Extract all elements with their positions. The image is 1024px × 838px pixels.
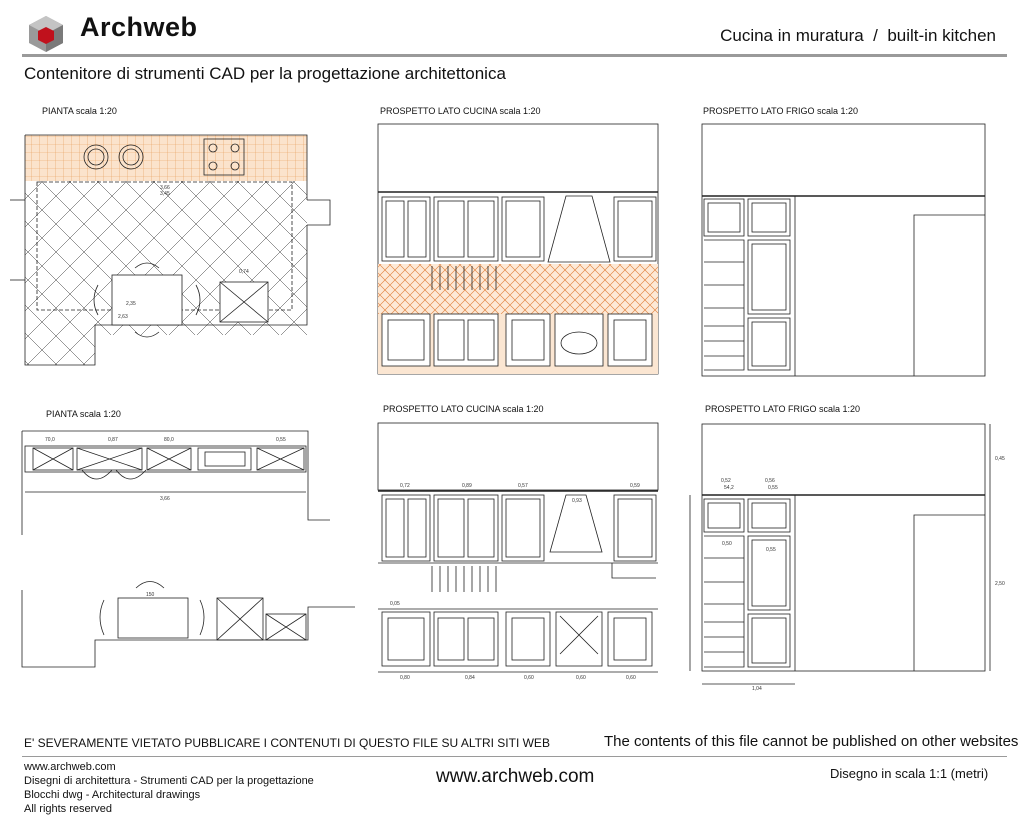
svg-text:3,45: 3,45	[160, 191, 170, 197]
footer-description: Disegni di architettura - Strumenti CAD per la progettazione	[24, 775, 314, 787]
svg-text:0,56: 0,56	[765, 478, 775, 484]
footer-site-link[interactable]: www.archweb.com	[24, 761, 116, 773]
footer-scale-note: Disegno in scala 1:1 (metri)	[830, 766, 989, 781]
label-kitchen-elevation-top: PROSPETTO LATO CUCINA scala 1:20	[380, 106, 541, 116]
footer-blocks: Blocchi dwg - Architectural drawings	[24, 789, 201, 801]
fridge-elevation-bottom	[690, 424, 990, 684]
svg-text:0,57: 0,57	[518, 483, 528, 489]
svg-text:0,84: 0,84	[465, 675, 475, 681]
svg-text:2,50: 2,50	[995, 581, 1005, 587]
label-kitchen-elevation-bottom: PROSPETTO LATO CUCINA scala 1:20	[383, 404, 544, 414]
svg-text:0,89: 0,89	[462, 483, 472, 489]
svg-text:70,0: 70,0	[45, 437, 55, 443]
svg-text:0,45: 0,45	[995, 456, 1005, 462]
svg-text:0,60: 0,60	[524, 675, 534, 681]
svg-text:0,80: 0,80	[400, 675, 410, 681]
footer-rights: All rights reserved	[24, 803, 113, 815]
page-subtitle: Contenitore di strumenti CAD per la progettazione architettonica	[24, 64, 506, 83]
svg-text:2,35: 2,35	[126, 301, 136, 307]
svg-text:0,59: 0,59	[630, 483, 640, 489]
svg-text:0,60: 0,60	[626, 675, 636, 681]
svg-text:0,74: 0,74	[239, 269, 249, 275]
svg-text:80,0: 80,0	[164, 437, 174, 443]
fridge-elevation-top	[702, 124, 985, 376]
svg-text:1,04: 1,04	[752, 686, 762, 692]
svg-text:0,55: 0,55	[276, 437, 286, 443]
kitchen-elevation-top	[378, 124, 658, 374]
page-title: Cucina in muratura / built-in kitchen	[720, 26, 996, 45]
svg-text:0,55: 0,55	[766, 547, 776, 553]
label-fridge-elevation-bottom: PROSPETTO LATO FRIGO scala 1:20	[705, 404, 861, 414]
label-fridge-elevation-top: PROSPETTO LATO FRIGO scala 1:20	[703, 106, 859, 116]
warning-italian: E' SEVERAMENTE VIETATO PUBBLICARE I CONTENUTI DI QUESTO FILE SU ALTRI SITI WEB	[24, 736, 550, 750]
svg-text:0,50: 0,50	[722, 541, 732, 547]
kitchen-elevation-bottom	[378, 423, 658, 672]
svg-text:3,66: 3,66	[160, 185, 170, 191]
svg-text:0,87: 0,87	[108, 437, 118, 443]
svg-text:0,05: 0,05	[390, 601, 400, 607]
svg-text:2,63: 2,63	[118, 314, 128, 320]
svg-text:0,52: 0,52	[721, 478, 731, 484]
svg-text:0,72: 0,72	[400, 483, 410, 489]
footer-url-link[interactable]: www.archweb.com	[436, 766, 595, 787]
plan-top	[10, 135, 330, 365]
plan-bottom	[22, 431, 355, 667]
svg-text:0,93: 0,93	[572, 498, 582, 504]
svg-text:0,60: 0,60	[576, 675, 586, 681]
brand-name: Archweb	[80, 12, 198, 42]
label-plan-top: PIANTA scala 1:20	[42, 106, 117, 116]
footer-divider	[22, 756, 1007, 757]
svg-text:3,66: 3,66	[160, 496, 170, 502]
svg-text:54,2: 54,2	[724, 485, 734, 491]
warning-english: The contents of this file cannot be published on other websites	[604, 733, 1019, 750]
label-plan-bottom: PIANTA scala 1:20	[46, 409, 121, 419]
svg-text:150: 150	[146, 592, 155, 598]
svg-text:0,55: 0,55	[768, 485, 778, 491]
